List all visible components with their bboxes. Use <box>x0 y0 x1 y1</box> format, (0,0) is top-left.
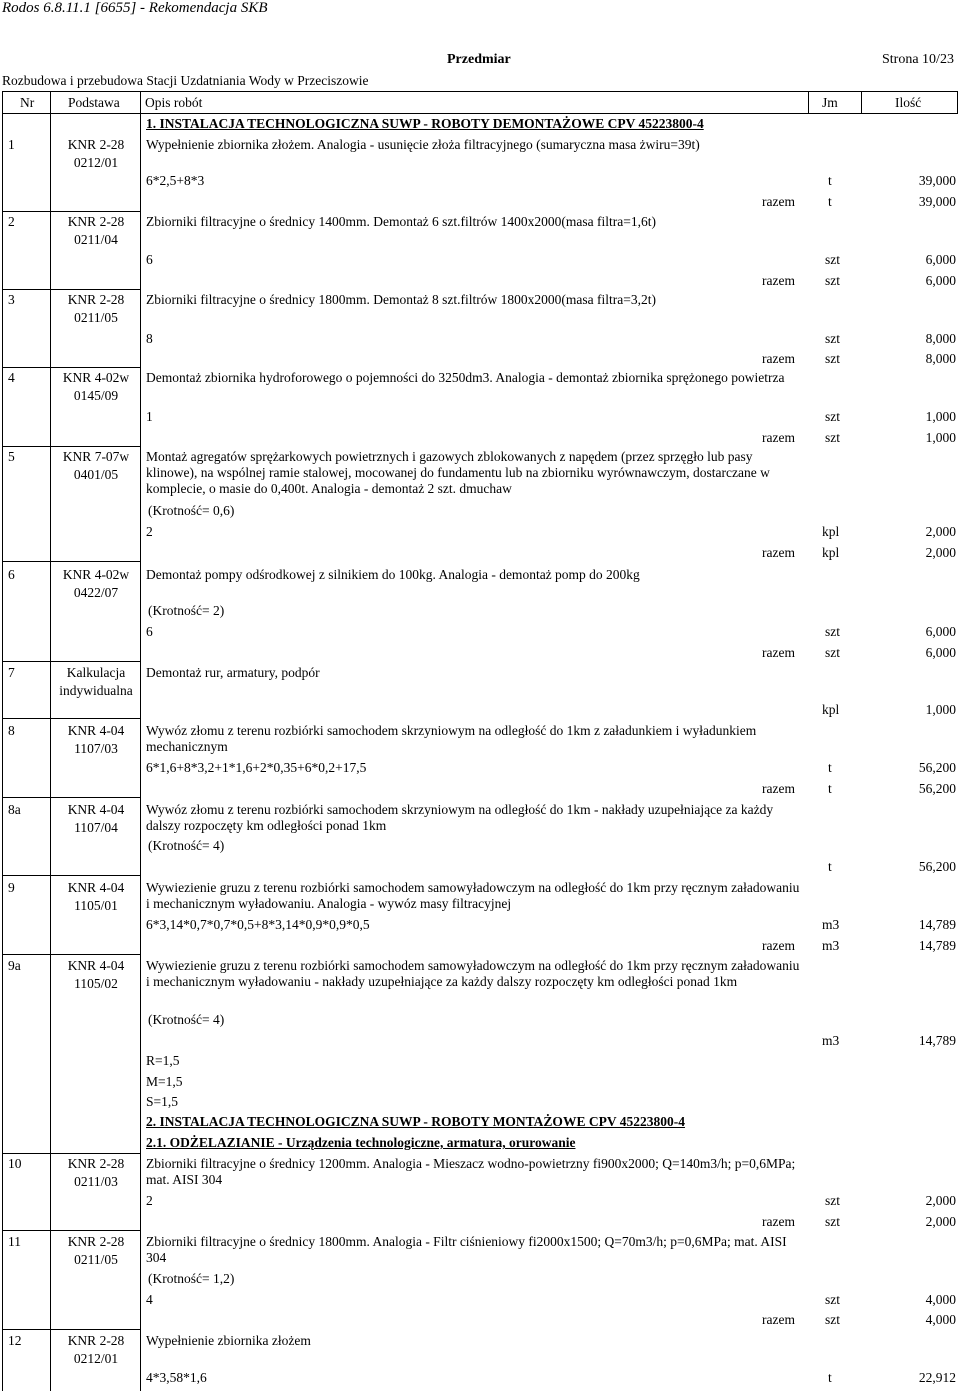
row-separator <box>2 797 140 798</box>
razem-label: razem <box>762 545 795 560</box>
calc-formula: 2 <box>146 524 153 539</box>
col-divider-podstawa <box>140 91 141 1391</box>
calc-value: 2,000 <box>925 524 956 539</box>
calc-value: 22,912 <box>918 1370 956 1385</box>
calc-formula: 4*3,58*1,6 <box>146 1370 207 1385</box>
item-description: Zbiorniki filtracyjne o średnicy 1400mm. Demontaż 6 szt.filtrów 1400x2000(masa filtra=1,6t) <box>146 214 656 229</box>
item-description: Wywiezienie gruzu z terenu rozbiórki samochodem samowyładowczym na odległość do 1km przy ręcznym załadowaniu i mechanicznym wyładowaniu - nakłady uzupełniające za każdy dalszy rozpoczęty km odległości ponad 1km <box>146 958 800 989</box>
item-nr: 11 <box>8 1234 21 1249</box>
razem-value: 6,000 <box>925 645 956 660</box>
item-nr: 7 <box>8 665 15 680</box>
factor-m: M=1,5 <box>146 1074 183 1089</box>
item-description: Wywiezienie gruzu z terenu rozbiórki samochodem samowyładowczym na odległość do 1km przy ręcznym załadowaniu i mechanicznym wyładowaniu. Analogia - wywóz masy filtracyjnej <box>146 880 800 911</box>
razem-unit: szt <box>825 351 840 366</box>
item-podstawa: KNR 2-28 <box>67 214 125 229</box>
calc-formula: 4 <box>146 1292 153 1307</box>
row-separator <box>2 954 140 955</box>
item-nr: 12 <box>8 1333 22 1348</box>
calc-value: 14,789 <box>918 1033 956 1048</box>
item-nr: 8a <box>8 802 21 817</box>
item-nr: 2 <box>8 214 15 229</box>
razem-unit: szt <box>825 273 840 288</box>
item-description: Zbiorniki filtracyjne o średnicy 1800mm. Analogia - Filtr ciśnieniowy fi2000x1500; Q=70m3/h; p=0,6MPa; mat. AISI 304 <box>146 1234 787 1265</box>
krotnosc: (Krotność= 4) <box>148 1012 225 1027</box>
razem-unit: t <box>828 194 832 209</box>
krotnosc: (Krotność= 1,2) <box>148 1271 235 1286</box>
item-podstawa: KNR 7-07w <box>62 449 130 464</box>
calc-value: 6,000 <box>925 624 956 639</box>
calc-value: 14,789 <box>918 917 956 932</box>
item-description: Wypełnienie zbiornika złożem <box>146 1333 311 1348</box>
app-title: Rodos 6.8.11.1 [6655] - Rekomendacja SKB <box>2 0 268 16</box>
item-podstawa: KNR 4-02w <box>62 370 130 385</box>
calc-unit: t <box>828 760 832 775</box>
calc-formula: 6*3,14*0,7*0,7*0,5+8*3,14*0,9*0,9*0,5 <box>146 917 370 932</box>
razem-unit: szt <box>825 645 840 660</box>
razem-label: razem <box>762 1312 795 1327</box>
item-nr: 8 <box>8 723 15 738</box>
item-nr: 1 <box>8 137 15 152</box>
calc-formula: 6 <box>146 252 153 267</box>
calc-unit: kpl <box>822 702 840 717</box>
razem-value: 1,000 <box>925 430 956 445</box>
row-separator <box>2 211 140 212</box>
item-podstawa: KNR 2-28 <box>67 1156 125 1171</box>
header-bottom-rule <box>2 113 958 114</box>
calc-value: 6,000 <box>925 252 956 267</box>
item-podstawa: 0212/01 <box>73 1351 119 1366</box>
col-header-ilosc: Ilość <box>895 95 922 110</box>
krotnosc: (Krotność= 2) <box>148 603 225 618</box>
item-podstawa: 0212/01 <box>73 155 119 170</box>
item-nr: 3 <box>8 292 15 307</box>
calc-value: 56,200 <box>918 760 956 775</box>
item-nr: 9 <box>8 880 15 895</box>
calc-formula: 6 <box>146 624 153 639</box>
item-nr: 6 <box>8 567 15 582</box>
row-separator <box>2 446 140 447</box>
razem-label: razem <box>762 645 795 660</box>
item-podstawa: KNR 4-04 <box>67 802 125 817</box>
item-podstawa: 0211/05 <box>74 1252 118 1267</box>
table-left-border <box>2 91 3 1391</box>
razem-label: razem <box>762 273 795 288</box>
col-header-jm: Jm <box>822 95 838 110</box>
calc-formula: 8 <box>146 331 153 346</box>
razem-label: razem <box>762 194 795 209</box>
col-divider-opis <box>808 91 809 114</box>
calc-value: 8,000 <box>925 331 956 346</box>
item-description: Demontaż pompy odśrodkowej z silnikiem do 100kg. Analogia - demontaż pomp do 200kg <box>146 567 640 582</box>
calc-formula: 6*1,6+8*3,2+1*1,6+2*0,35+6*0,2+17,5 <box>146 760 367 775</box>
item-nr: 4 <box>8 370 15 385</box>
calc-unit: m3 <box>822 1033 840 1048</box>
item-nr: 10 <box>8 1156 22 1171</box>
project-title: Rozbudowa i przebudowa Stacji Uzdatniania Wody w Przeciszowie <box>2 73 369 88</box>
row-separator <box>2 367 140 368</box>
calc-unit: m3 <box>822 917 840 932</box>
calc-value: 39,000 <box>918 173 956 188</box>
razem-unit: m3 <box>822 938 840 953</box>
item-podstawa: 1107/04 <box>74 820 118 835</box>
item-podstawa: 0422/07 <box>73 585 119 600</box>
item-description: Zbiorniki filtracyjne o średnicy 1200mm. Analogia - Mieszacz wodno-powietrzny fi900x2000; Q=140m3/h; p=0,6MPa; mat. AISI 304 <box>146 1156 796 1187</box>
row-separator <box>2 1153 140 1154</box>
razem-value: 2,000 <box>925 545 956 560</box>
row-separator <box>2 661 140 662</box>
item-description: Wywóz złomu z terenu rozbiórki samochodem skrzyniowym na odległość do 1km z załadunkiem i wyładunkiem mechanicznym <box>146 723 757 754</box>
item-podstawa: KNR 2-28 <box>67 137 125 152</box>
item-podstawa: 1105/02 <box>74 976 118 991</box>
item-podstawa: KNR 2-28 <box>67 1234 125 1249</box>
item-podstawa: KNR 4-04 <box>67 958 125 973</box>
subsection-heading: 2.1. ODŻELAZIANIE - Urządzenia technologiczne, armatura, orurowanie <box>146 1135 576 1150</box>
calc-unit: szt <box>825 331 840 346</box>
item-podstawa: KNR 4-04 <box>67 723 125 738</box>
item-description: Montaż agregatów sprężarkowych powietrznych i gazowych zblokowanych z napędem (przez sprzęgło lub pasy klinowe), na wspólnej ramie stalowej, mocowanej do fundamentu lub na zbiorniku wyrównawczym, dostarczane w komplecie, o masie do 0,400t. Analogia - demontaż 2 szt. dmuchaw <box>146 449 770 496</box>
razem-value: 56,200 <box>918 781 956 796</box>
item-podstawa: KNR 4-02w <box>62 567 130 582</box>
section-heading: 2. INSTALACJA TECHNOLOGICZNA SUWP - ROBOTY MONTAŻOWE CPV 45223800-4 <box>146 1114 685 1129</box>
doc-title: Przedmiar <box>447 52 511 67</box>
item-description: Wywóz złomu z terenu rozbiórki samochodem skrzyniowym na odległość do 1km - nakłady uzupełniające za każdy dalszy rozpoczęty km odległości ponad 1km <box>146 802 774 833</box>
razem-value: 8,000 <box>925 351 956 366</box>
item-podstawa: KNR 2-28 <box>67 1333 125 1348</box>
calc-unit: t <box>828 173 832 188</box>
item-podstawa: KNR 4-04 <box>67 880 125 895</box>
calc-unit: szt <box>825 409 840 424</box>
calc-value: 2,000 <box>925 1193 956 1208</box>
col-header-podstawa: Podstawa <box>68 95 120 110</box>
razem-value: 6,000 <box>925 273 956 288</box>
col-header-opis: Opis robót <box>145 95 203 110</box>
calc-unit: szt <box>825 1193 840 1208</box>
item-podstawa: 0211/05 <box>74 310 118 325</box>
table-right-border <box>957 91 958 114</box>
item-podstawa: Kalkulacja <box>66 665 126 680</box>
calc-value: 1,000 <box>925 702 956 717</box>
razem-value: 4,000 <box>925 1312 956 1327</box>
calc-unit: szt <box>825 1292 840 1307</box>
calc-unit: t <box>828 859 832 874</box>
calc-value: 4,000 <box>925 1292 956 1307</box>
razem-label: razem <box>762 1214 795 1229</box>
calc-formula: 2 <box>146 1193 153 1208</box>
calc-unit: szt <box>825 624 840 639</box>
item-podstawa: 0401/05 <box>73 467 119 482</box>
row-separator <box>2 561 140 562</box>
calc-unit: szt <box>825 252 840 267</box>
item-podstawa: 1107/03 <box>74 741 118 756</box>
razem-label: razem <box>762 781 795 796</box>
razem-value: 2,000 <box>925 1214 956 1229</box>
calc-unit: t <box>828 1370 832 1385</box>
item-podstawa: 1105/01 <box>74 898 118 913</box>
calc-unit: kpl <box>822 524 840 539</box>
page-number: Strona 10/23 <box>882 52 954 67</box>
item-description: Demontaż zbiornika hydroforowego o pojemności do 3250dm3. Analogia - demontaż zbiornika sprężonego powietrza <box>146 370 785 385</box>
razem-value: 39,000 <box>918 194 956 209</box>
krotnosc: (Krotność= 4) <box>148 838 225 853</box>
header-top-rule <box>2 91 958 92</box>
razem-unit: kpl <box>822 545 840 560</box>
razem-unit: szt <box>825 1214 840 1229</box>
factor-r: R=1,5 <box>146 1053 180 1068</box>
item-description: Zbiorniki filtracyjne o średnicy 1800mm. Demontaż 8 szt.filtrów 1800x2000(masa filtra=3,2t) <box>146 292 656 307</box>
calc-value: 1,000 <box>925 409 956 424</box>
razem-unit: szt <box>825 1312 840 1327</box>
item-description: Wypełnienie zbiornika złożem. Analogia - usunięcie złoża filtracyjnego (sumaryczna masa żwiru=39t) <box>146 137 700 152</box>
razem-label: razem <box>762 351 795 366</box>
item-podstawa: indywidualna <box>59 683 133 698</box>
item-podstawa: KNR 2-28 <box>67 292 125 307</box>
row-separator <box>2 1329 140 1330</box>
razem-unit: szt <box>825 430 840 445</box>
row-separator <box>2 1230 140 1231</box>
col-divider-jm <box>861 91 862 114</box>
factor-s: S=1,5 <box>146 1094 178 1109</box>
razem-label: razem <box>762 938 795 953</box>
col-divider-nr <box>50 91 51 1391</box>
razem-label: razem <box>762 430 795 445</box>
calc-value: 56,200 <box>918 859 956 874</box>
row-separator <box>2 875 140 876</box>
razem-value: 14,789 <box>918 938 956 953</box>
item-podstawa: 0211/04 <box>74 232 118 247</box>
item-podstawa: 0211/03 <box>74 1174 118 1189</box>
row-separator <box>2 289 140 290</box>
section-heading: 1. INSTALACJA TECHNOLOGICZNA SUWP - ROBOTY DEMONTAŻOWE CPV 45223800-4 <box>146 116 704 131</box>
calc-formula: 1 <box>146 409 153 424</box>
item-nr: 9a <box>8 958 21 973</box>
item-nr: 5 <box>8 449 15 464</box>
krotnosc: (Krotność= 0,6) <box>148 503 235 518</box>
item-podstawa: 0145/09 <box>73 388 119 403</box>
row-separator <box>2 718 140 719</box>
razem-unit: t <box>828 781 832 796</box>
item-description: Demontaż rur, armatury, podpór <box>146 665 320 680</box>
calc-formula: 6*2,5+8*3 <box>146 173 205 188</box>
col-header-nr: Nr <box>20 95 35 110</box>
